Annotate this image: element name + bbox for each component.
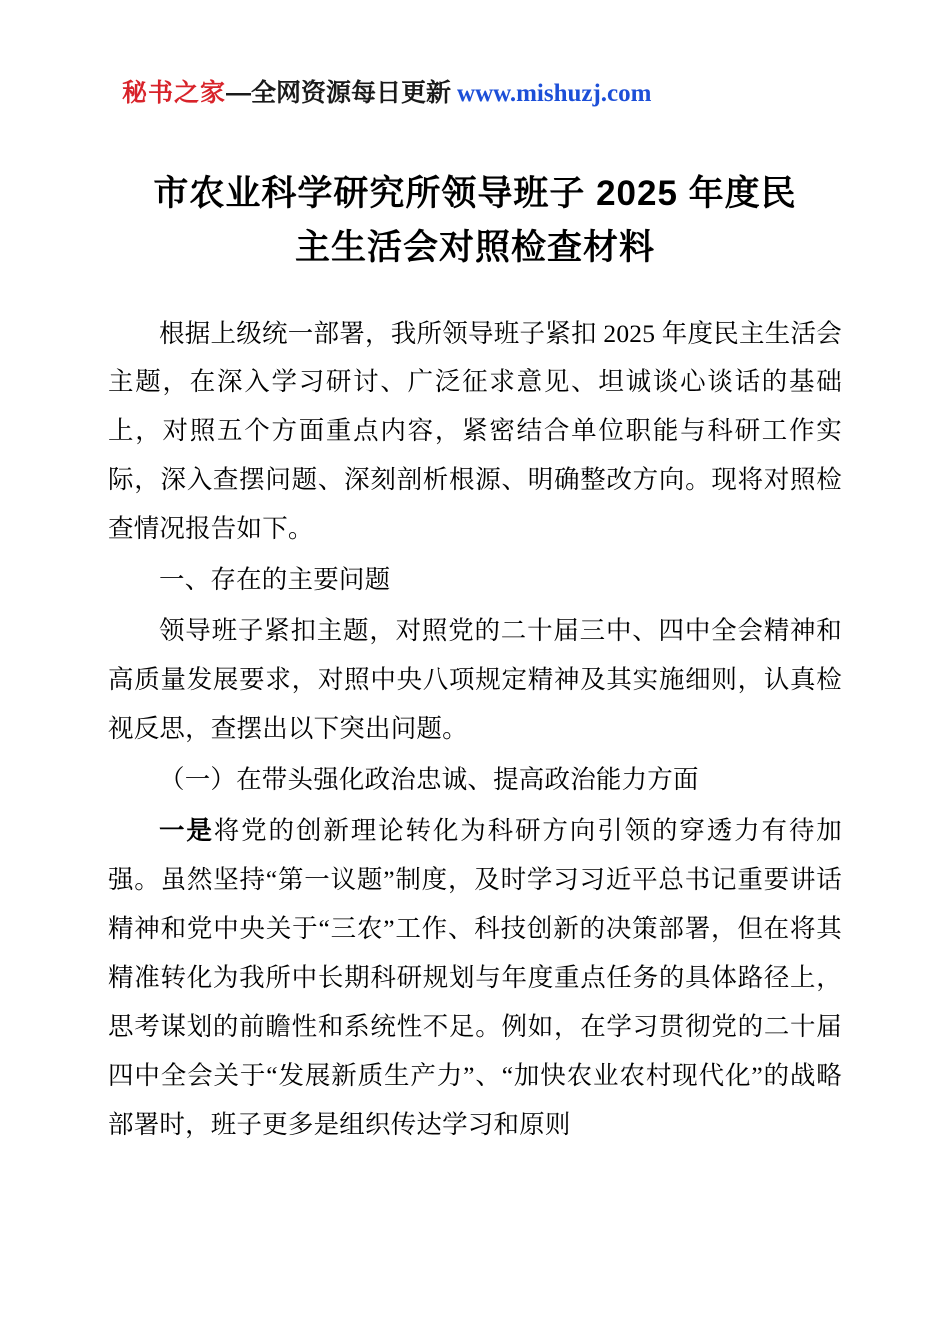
point-body-text: 将党的创新理论转化为科研方向引领的穿透力有待加强。虽然坚持“第一议题”制度，及时学习习近平总书记重要讲话精神和党中央关于“三农”工作、科技创新的决策部署，但在将其精准转化为我所中长期科研规划与年度重点任务的具体路径上，思考谋划的前瞻性和系统性不足。例如，在学习贯彻党的二十届四中全会关于“发展新质生产力”、“加快农业农村现代化”的战略部署时，班子更多是组织传达学习和原则 [108, 816, 842, 1139]
paragraph-point-one [108, 807, 842, 1150]
section-heading-main-problems: 一、存在的主要问题 [159, 565, 391, 595]
paragraph-intro: 根据上级统一部署，我所领导班子紧扣 2025 年度民主生活会主题，在深入学习研讨、广泛征求意见、坦诚谈心谈话的基础上，对照五个方面重点内容，紧密结合单位职能与科研工作实际，深入查摆问题、深刻剖析根源、明确整改方向。现将对照检查情况报告如下。 [108, 318, 842, 544]
site-url[interactable]: www.mishuzj.com [457, 80, 652, 107]
paragraph-review: 领导班子紧扣主题，对照党的二十届三中、四中全会精神和高质量发展要求，对照中央八项规定精神及其实施细则，认真检视反思，查摆出以下突出问题。 [108, 616, 842, 744]
site-tagline: —全网资源每日更新 [226, 79, 452, 107]
page-title: 市农业科学研究所领导班子 2025 年度民主生活会对照检查材料 [153, 174, 797, 268]
site-brand: 秘书之家 [122, 79, 227, 107]
point-lead-label: 一是 [159, 816, 214, 846]
subsection-heading-political-loyalty: （一）在带头强化政治忠诚、提高政治能力方面 [159, 765, 699, 795]
site-banner [122, 78, 842, 109]
